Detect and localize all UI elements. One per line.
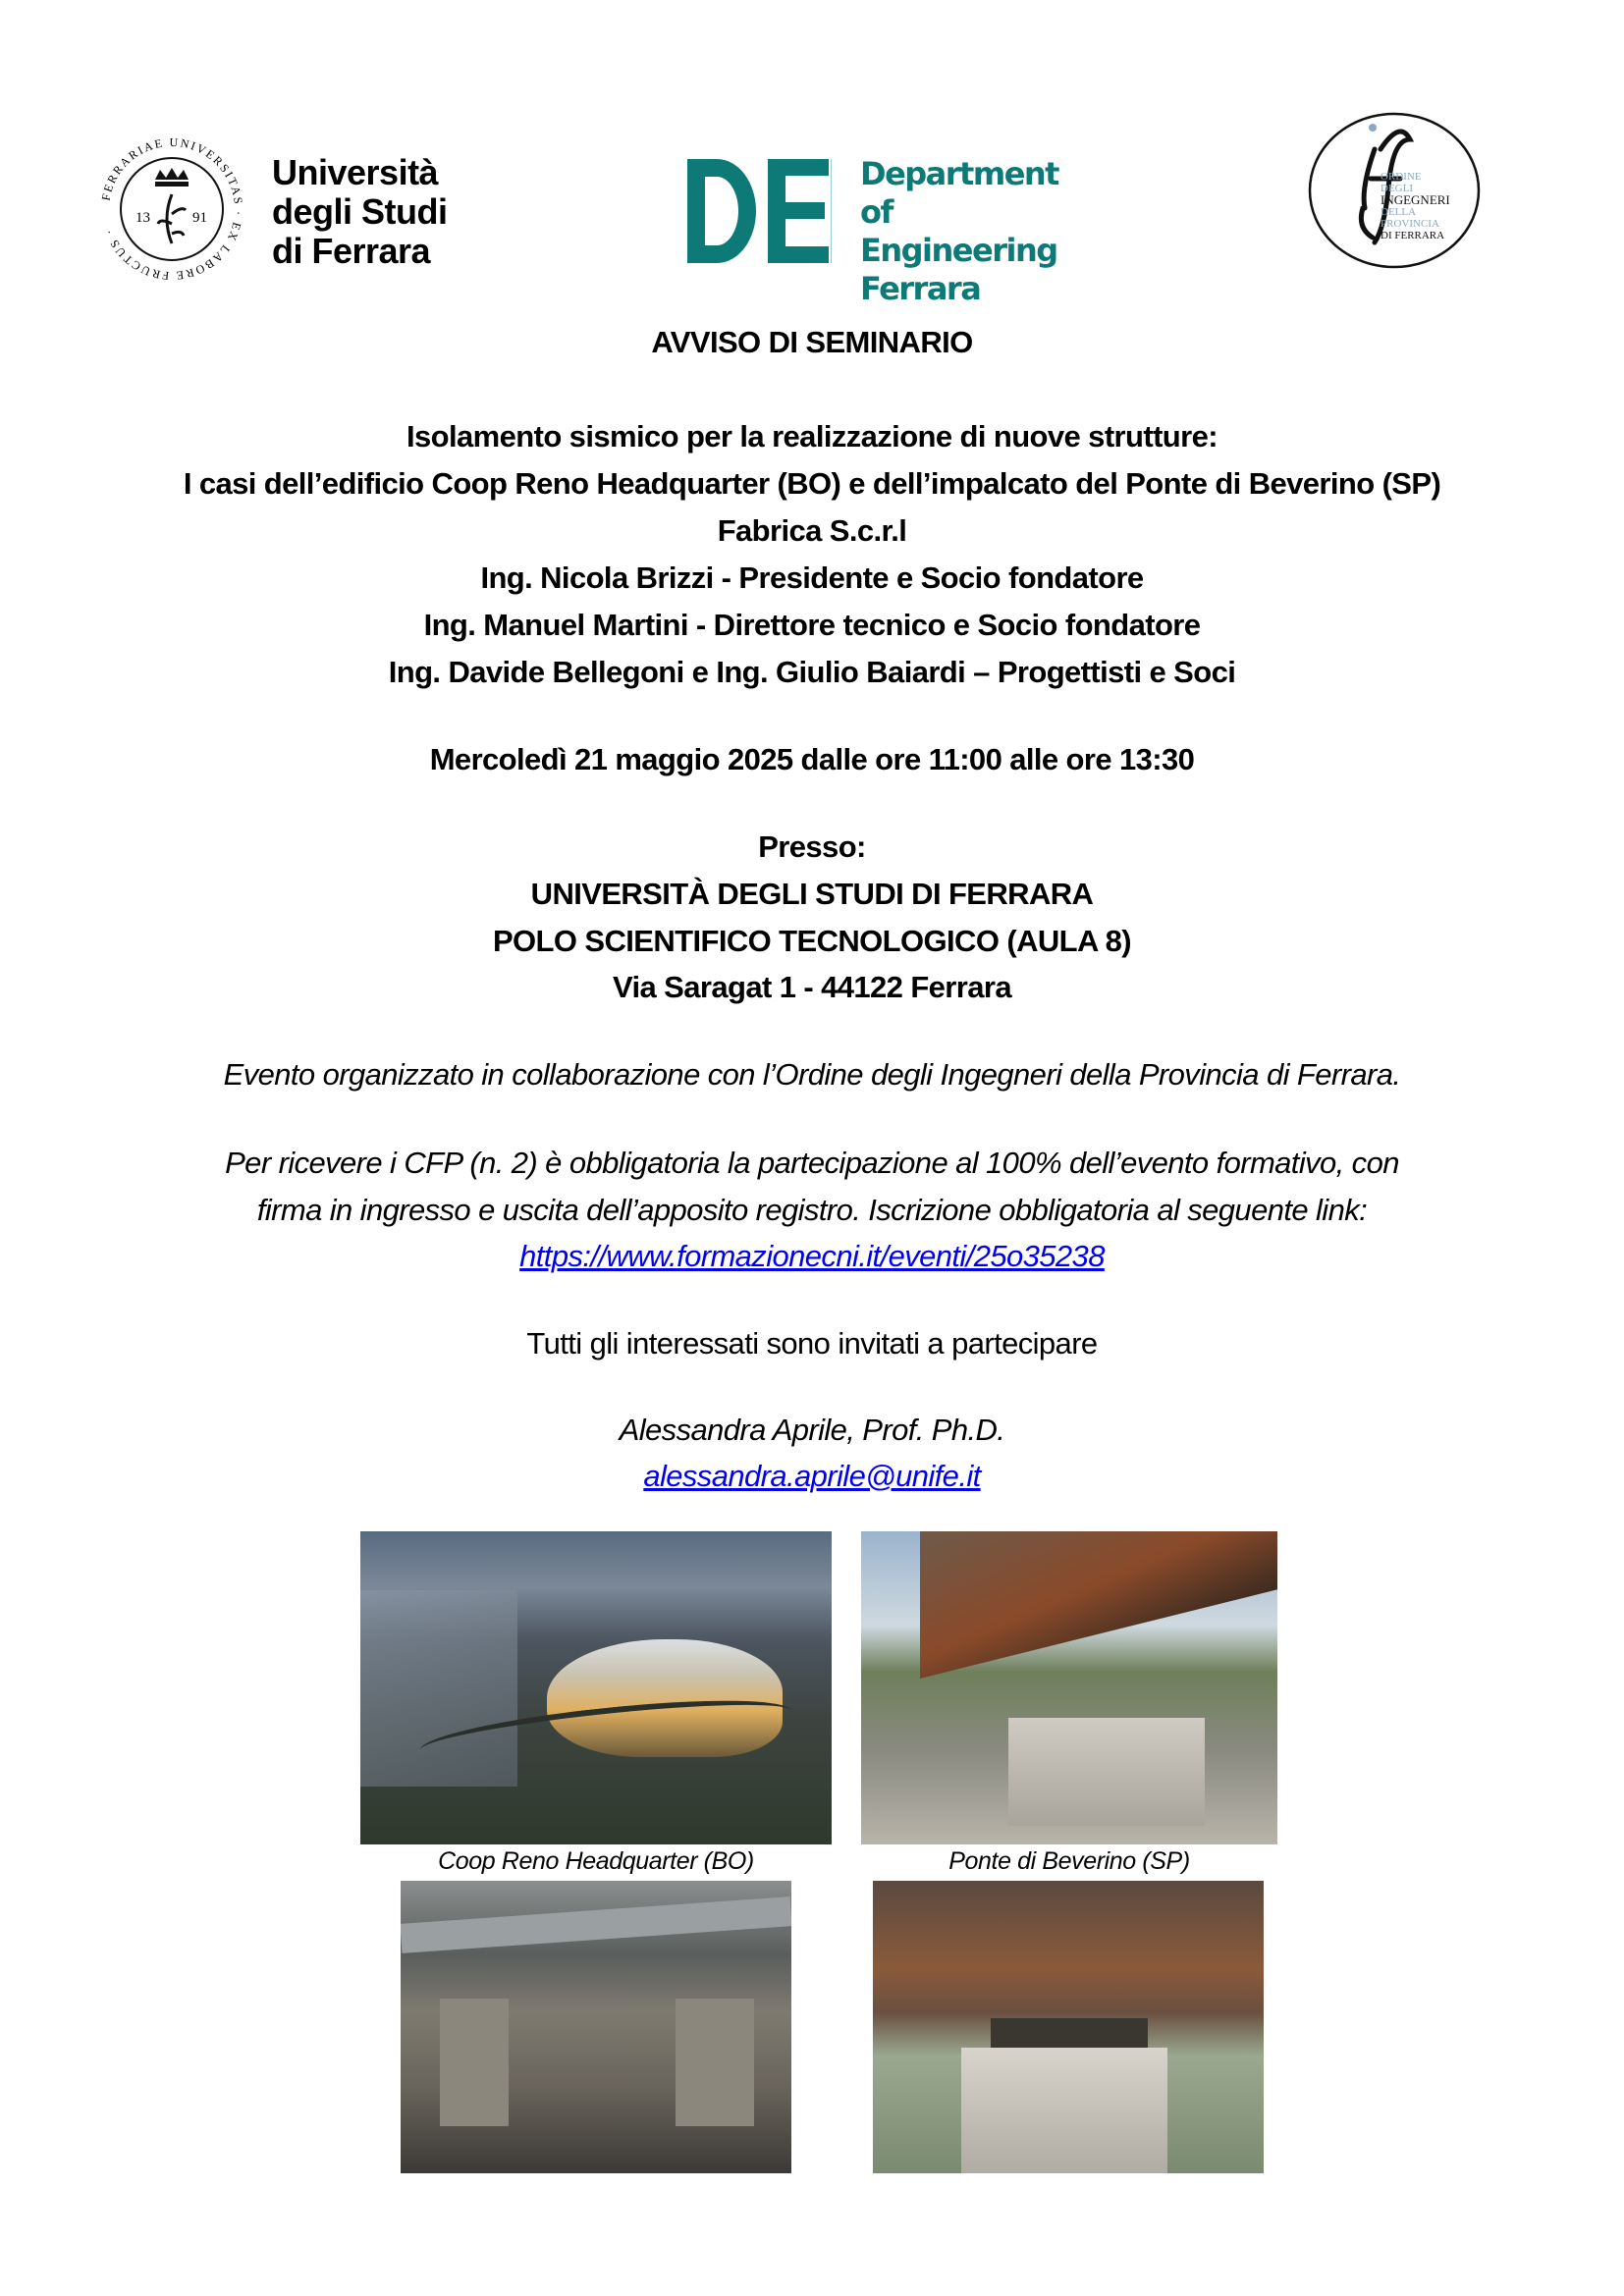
speaker: Ing. Manuel Martini - Direttore tecnico e Socio fondatore xyxy=(423,608,1201,642)
speaker: Ing. Davide Bellegoni e Ing. Giulio Baiardi – Progettisti e Soci xyxy=(388,655,1236,689)
venue-line: UNIVERSITÀ DEGLI STUDI DI FERRARA xyxy=(530,877,1094,911)
cfp-note: firma in ingresso e uscita dell’apposito registro. Iscrizione obbligatoria al seguente link: xyxy=(256,1193,1368,1227)
unife-name-line: Università xyxy=(272,152,439,192)
de-name-line: Ferrara xyxy=(860,270,981,307)
seminar-title: Isolamento sismico per la realizzazione di nuove strutture: xyxy=(406,419,1218,454)
ordine-ingegneri-logo xyxy=(1304,110,1483,271)
svg-text:13: 13 xyxy=(135,210,150,226)
signature: Alessandra Aprile, Prof. Ph.D. xyxy=(619,1413,1005,1447)
ordine-line: ORDINE xyxy=(1380,171,1422,183)
coop-reno-isolators-photo xyxy=(401,1881,791,2173)
venue-line: POLO SCIENTIFICO TECNOLOGICO (AULA 8) xyxy=(492,924,1132,958)
unife-name-line: degli Studi xyxy=(272,191,448,232)
svg-text:FERRARIAE UNIVERSITAS · EX LAB: FERRARIAE UNIVERSITAS · EX LABORE FRUCTUS · xyxy=(98,135,245,283)
notice-heading: AVVISO DI SEMINARIO xyxy=(651,325,973,359)
company-name: Fabrica S.c.r.l xyxy=(717,513,907,548)
de-mark-icon xyxy=(687,159,835,263)
unife-seal-icon xyxy=(98,135,245,283)
email-link[interactable]: alessandra.aprile@unife.it xyxy=(643,1459,981,1493)
event-date: Mercoledì 21 maggio 2025 dalle ore 11:00 alle ore 13:30 xyxy=(429,742,1195,776)
ordine-line: DEGLI xyxy=(1380,183,1413,194)
ponte-beverino-deck-photo xyxy=(861,1531,1277,1844)
svg-text:91: 91 xyxy=(192,210,207,226)
ordine-line: INGEGNERI xyxy=(1380,192,1450,207)
cfp-note: Per ricevere i CFP (n. 2) è obbligatoria la partecipazione al 100% dell’evento formativo, con xyxy=(225,1146,1399,1180)
photo-caption: Coop Reno Headquarter (BO) xyxy=(438,1847,754,1875)
venue-address: Via Saragat 1 - 44122 Ferrara xyxy=(613,970,1011,1004)
unife-logo xyxy=(98,135,461,283)
venue-label: Presso: xyxy=(758,829,866,864)
coop-reno-aerial-photo xyxy=(360,1531,832,1844)
ordine-line: DELLA xyxy=(1380,206,1417,218)
ponte-beverino-bearing-photo xyxy=(873,1881,1264,2173)
collaboration-note: Evento organizzato in collaborazione con l’Ordine degli Ingegneri della Provincia di Ferrara. xyxy=(223,1057,1401,1092)
speaker: Ing. Nicola Brizzi - Presidente e Socio fondatore xyxy=(480,561,1144,595)
ordine-line: PROVINCIA xyxy=(1380,218,1439,230)
photo-caption: Ponte di Beverino (SP) xyxy=(948,1847,1190,1875)
unife-name-line: di Ferrara xyxy=(272,231,431,271)
invite-text: Tutti gli interessati sono invitati a partecipare xyxy=(526,1326,1098,1361)
de-name-line: Department of xyxy=(860,155,1058,231)
de-logo xyxy=(687,155,1100,307)
de-name-line: Engineering xyxy=(860,232,1057,269)
registration-link[interactable]: https://www.formazionecni.it/eventi/25o35238 xyxy=(519,1239,1105,1273)
ordine-line: DI FERRARA xyxy=(1380,230,1445,241)
seminar-subtitle: I casi dell’edificio Coop Reno Headquarter (BO) e dell’impalcato del Ponte di Beverino (SP) xyxy=(183,466,1441,501)
